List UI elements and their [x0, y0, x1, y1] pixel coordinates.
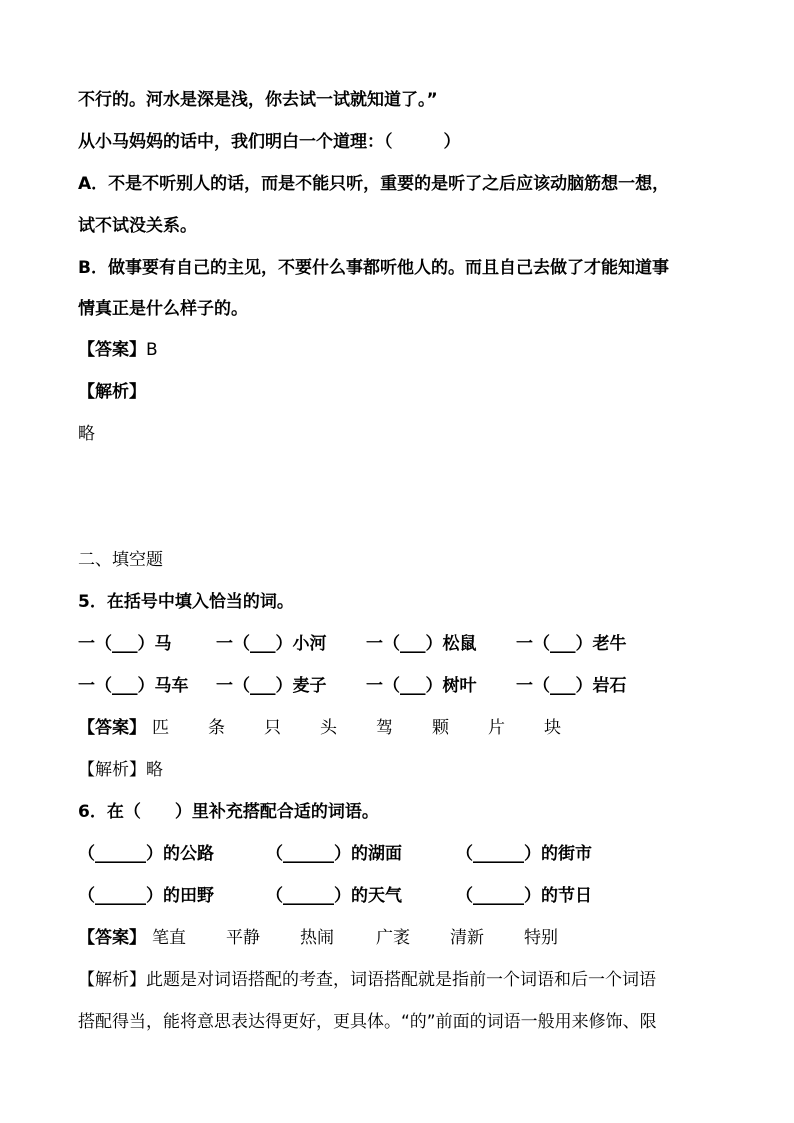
answer-word: 广袤 [376, 928, 410, 948]
q6-title: 6．在（ ）里补充搭配合适的词语。 [78, 802, 379, 822]
answer-word: 热闹 [300, 928, 334, 948]
answer-word: 块 [544, 718, 561, 738]
blank-item: 一（___）马车 [78, 676, 189, 696]
blank-item: （______）的田野 [78, 886, 214, 906]
blank-item: （______）的街市 [456, 844, 592, 864]
blank-item: （______）的湖面 [266, 844, 402, 864]
option-a-cont: 试不试没关系。 [78, 216, 197, 236]
option-a: A．不是不听别人的话，而是不能只听，重要的是听了之后应该动脑筋想一想， [78, 174, 670, 194]
analysis-text: 略 [78, 424, 95, 444]
answer-word: 颗 [432, 718, 449, 738]
blank-item: 一（___）老牛 [516, 634, 627, 654]
blank-item: 一（___）树叶 [366, 676, 477, 696]
text-line: 不行的。河水是深是浅，你去试一试就知道了。” [78, 90, 438, 110]
blank-item: 一（___）马 [78, 634, 172, 654]
q6-answer-line [78, 926, 698, 950]
answer-word: 笔直 [152, 928, 186, 948]
answer-word: 平静 [226, 928, 260, 948]
blank-item: 一（___）麦子 [216, 676, 327, 696]
option-b-cont: 情真正是什么样子的。 [78, 299, 248, 319]
section-title: 二、填空题 [78, 550, 163, 570]
answer-word: 特别 [524, 928, 558, 948]
answer-label: 【答案】 [78, 340, 146, 360]
blank-item: （______）的节日 [456, 886, 592, 906]
blank-item: （______）的天气 [266, 886, 402, 906]
answer-label: 【答案】 [78, 718, 146, 738]
q6-row-1 [78, 842, 698, 866]
answer-line [78, 338, 158, 362]
answer-value: B [146, 340, 158, 360]
answer-word: 驾 [376, 718, 393, 738]
q5-analysis: 【解析】略 [78, 760, 163, 780]
option-b: B．做事要有自己的主见，不要什么事都听他人的。而且自己去做了才能知道事 [78, 258, 669, 278]
blank-item: 一（___）岩石 [516, 676, 627, 696]
answer-word: 片 [488, 718, 505, 738]
q5-title: 5．在括号中填入恰当的词。 [78, 592, 294, 612]
answer-label: 【答案】 [78, 928, 146, 948]
answer-word: 匹 [152, 718, 169, 738]
q5-row-2 [78, 674, 698, 698]
analysis-label: 【解析】 [78, 382, 146, 402]
q5-answer-line [78, 716, 698, 740]
blank-item: 一（___）小河 [216, 634, 327, 654]
q6-analysis-line-2: 搭配得当，能将意思表达得更好，更具体。“的”前面的词语一般用来修饰、限 [78, 1012, 657, 1032]
blank-item: 一（___）松鼠 [366, 634, 477, 654]
answer-word: 清新 [450, 928, 484, 948]
question-prompt: 从小马妈妈的话中，我们明白一个道理：（ ） [78, 132, 461, 152]
answer-word: 头 [320, 718, 337, 738]
q5-row-1 [78, 632, 698, 656]
q6-analysis-line-1: 【解析】此题是对词语搭配的考查，词语搭配就是指前一个词语和后一个词语 [78, 970, 656, 990]
answer-word: 只 [264, 718, 281, 738]
blank-item: （______）的公路 [78, 844, 214, 864]
answer-word: 条 [208, 718, 225, 738]
q6-row-2 [78, 884, 698, 908]
